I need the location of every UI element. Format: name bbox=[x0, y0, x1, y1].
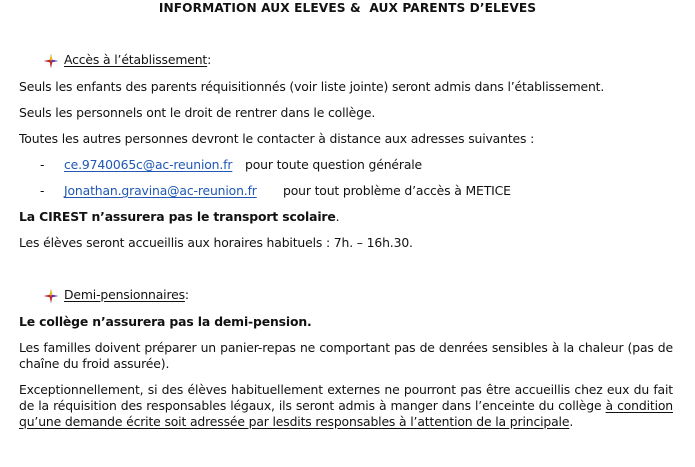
section-heading-canteen bbox=[44, 287, 189, 302]
exception-end: . bbox=[569, 414, 574, 429]
page-title: INFORMATION AUX ELEVES & AUX PARENTS D’ELEVES bbox=[158, 1, 537, 15]
section-heading-access bbox=[44, 52, 211, 67]
transport-notice bbox=[19, 209, 339, 224]
no-canteen-notice: Le collège n’assurera pas la demi-pension. bbox=[19, 314, 312, 329]
exception-text: Exceptionnellement, si des élèves habituellement externes ne pourront pas être accueillis chez eux du fait de la réquisition des responsables légaux, ils seront admis à manger dans l’enceinte du collège bbox=[19, 382, 673, 413]
section-heading-suffix: : bbox=[207, 52, 212, 67]
compass-star-icon bbox=[44, 54, 58, 68]
transport-notice-bold: La CIREST n’assurera pas le transport scolaire bbox=[19, 209, 336, 224]
email-link-metice[interactable]: Jonathan.gravina@ac-reunion.fr bbox=[64, 183, 257, 198]
access-line-3: Toutes les autres personnes devront le contacter à distance aux adresses suivantes : bbox=[19, 131, 535, 146]
list-bullet: - bbox=[40, 183, 45, 198]
access-line-1: Seuls les enfants des parents réquisitionnés (voir liste jointe) seront admis dans l’établissement. bbox=[19, 79, 605, 94]
email-desc-general: pour toute question générale bbox=[245, 157, 423, 172]
access-line-2: Seuls les personnels ont le droit de rentrer dans le collège. bbox=[19, 105, 376, 120]
email-link-general[interactable]: ce.9740065c@ac-reunion.fr bbox=[64, 157, 233, 172]
section-heading-label: Demi-pensionnaires bbox=[64, 287, 185, 302]
families-paragraph: Les familles doivent préparer un panier-repas ne comportant pas de denrées sensibles à la chaleur (pas de chaîne du froid assurée). bbox=[19, 340, 673, 371]
list-bullet: - bbox=[40, 157, 45, 172]
exception-paragraph bbox=[19, 382, 673, 430]
transport-notice-end: . bbox=[335, 209, 340, 224]
compass-star-icon bbox=[44, 289, 58, 303]
email-desc-metice: pour tout problème d’accès à METICE bbox=[283, 183, 511, 198]
section-heading-label: Accès à l’établissement bbox=[64, 52, 208, 67]
exception-condition: à condition qu’une demande écrite soit adressée par lesdits responsables à l’attention de la principale bbox=[19, 398, 674, 429]
hours-line: Les élèves seront accueillis aux horaires habituels : 7h. – 16h.30. bbox=[19, 235, 413, 250]
section-heading-suffix: : bbox=[184, 287, 189, 302]
